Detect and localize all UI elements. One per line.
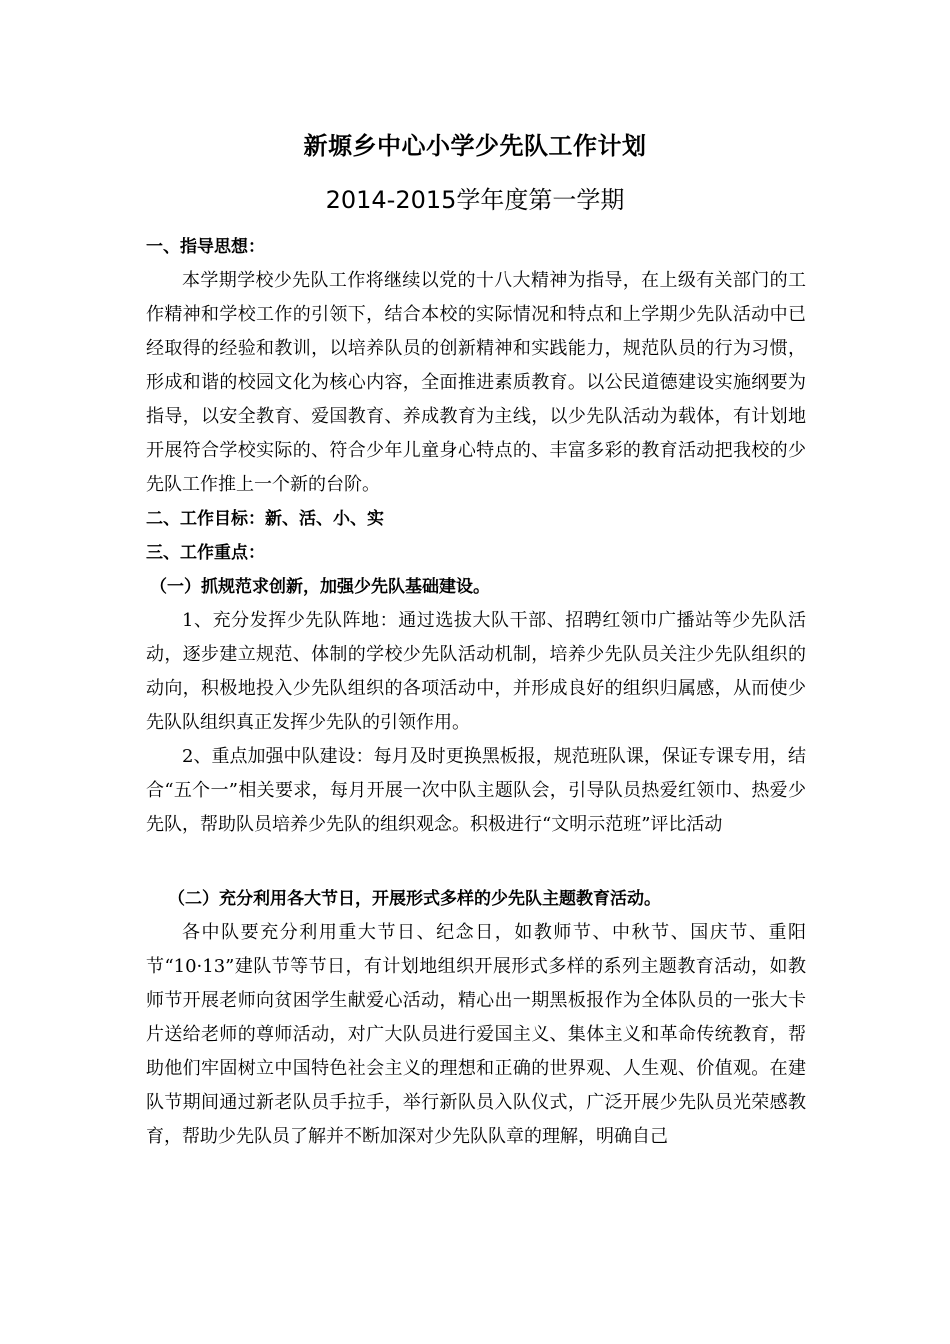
subsection-heading-standardize: （一）抓规范求创新，加强少先队基础建设。 <box>150 577 490 597</box>
subsection-heading-festivals: （二）充分利用各大节日，开展形式多样的少先队主题教育活动。 <box>168 889 661 909</box>
document-body <box>146 230 806 1154</box>
document-title: 新塬乡中心小学少先队工作计划 <box>303 132 647 160</box>
paragraph-squad-building: 2、重点加强中队建设：每月及时更换黑板报，规范班队课，保证专课专用，结合“五个一”相关要求，每月开展一次中队主题队会，引导队员热爱红领巾、热爱少先队，帮助队员培养少先队的组织观念。积极进行“文明示范班”评比活动 <box>146 746 806 835</box>
paragraph-guiding-ideology: 本学期学校少先队工作将继续以党的十八大精神为指导，在上级有关部门的工作精神和学校工作的引领下，结合本校的实际情况和特点和上学期少先队活动中已经取得的经验和教训，以培养队员的创新精神和实践能力，规范队员的行为习惯，形成和谐的校园文化为核心内容，全面推进素质教育。以公民道德建设实施纲要为指导，以安全教育、爱国教育、养成教育为主线，以少先队活动为载体，有计划地开展符合学校实际的、符合少年儿童身心特点的、丰富多彩的教育活动把我校的少先队工作推上一个新的台阶。 <box>146 270 806 495</box>
paragraph-festival-activities: 各中队要充分利用重大节日、纪念日，如教师节、中秋节、国庆节、重阳节“10·13”建队节等节日，有计划地组织开展形式多样的系列主题教育活动，如教师节开展老师向贫困学生献爱心活动，精心出一期黑板报作为全体队员的一张大卡片送给老师的尊师活动，对广大队员进行爱国主义、集体主义和革命传统教育，帮助他们牢固树立中国特色社会主义的理想和正确的世界观、人生观、价值观。在建队节期间通过新老队员手拉手，举行新队员入队仪式，广泛开展少先队员光荣感教育，帮助少先队员了解并不断加深对少先队队章的理解，明确自己 <box>146 922 806 1147</box>
paragraph-position-building: 1、充分发挥少先队阵地：通过选拔大队干部、招聘红领巾广播站等少先队活动，逐步建立规范、体制的学校少先队活动机制，培养少先队员关注少先队组织的动向，积极地投入少先队组织的各项活动中，并形成良好的组织归属感，从而使少先队队组织真正发挥少先队的引领作用。 <box>146 610 806 733</box>
spacer <box>146 842 806 882</box>
section-heading-work-focus: 三、工作重点： <box>146 543 265 563</box>
section-heading-guiding-ideology: 一、指导思想： <box>146 237 265 257</box>
document-subtitle: 2014-2015学年度第一学期 <box>325 186 625 214</box>
section-heading-work-goals: 二、工作目标：新、活、小、实 <box>146 509 384 529</box>
